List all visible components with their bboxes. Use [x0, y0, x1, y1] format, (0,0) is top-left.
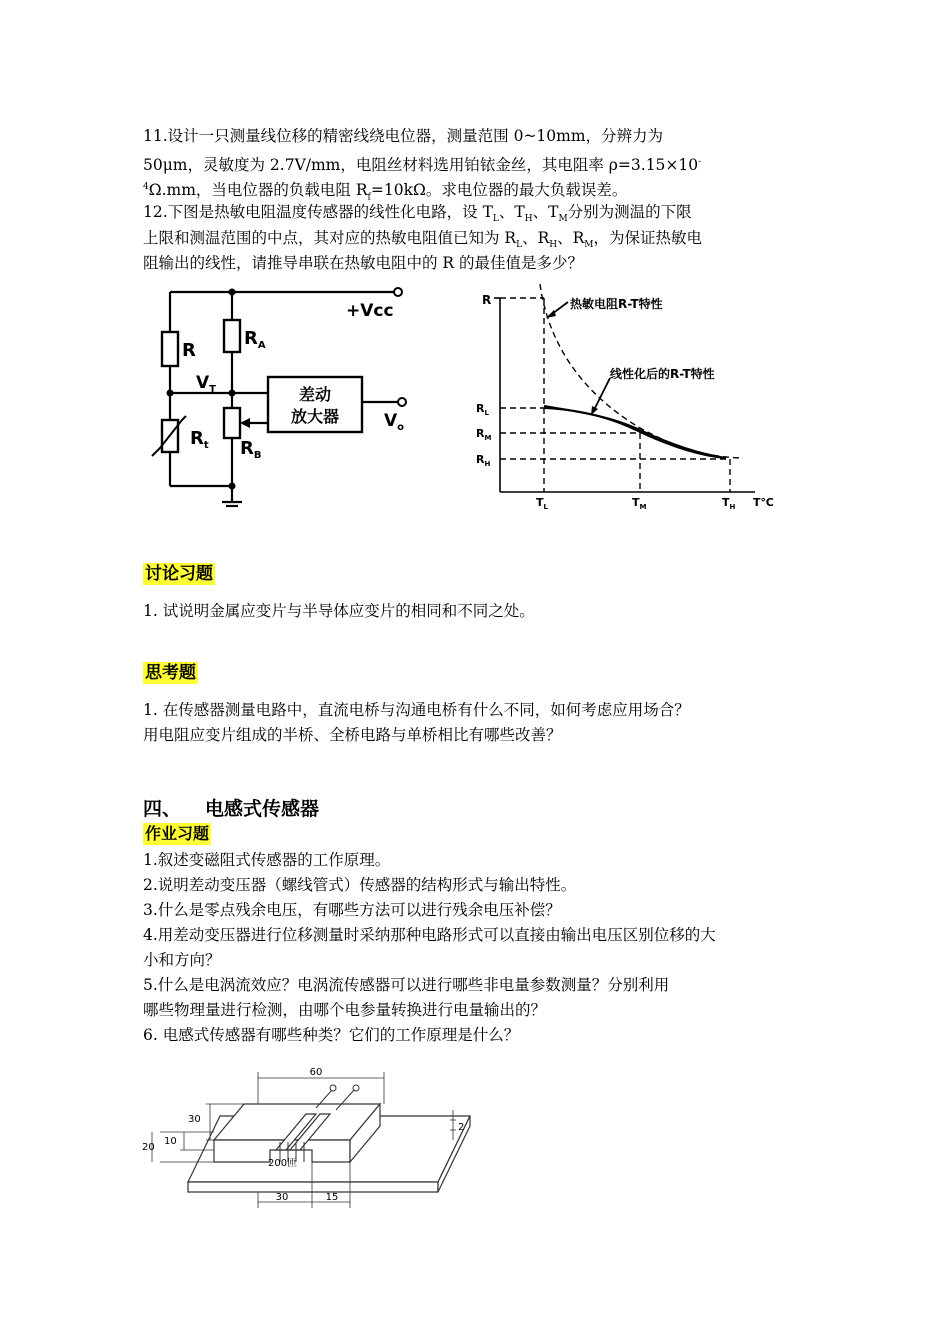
dim-10: 10	[164, 1136, 177, 1147]
amplifier-label-line-1: 差动	[298, 385, 332, 404]
discussion-heading: 讨论习题	[145, 564, 213, 584]
rt-characteristic-graph	[470, 282, 790, 514]
thinking-question-1: 1. 在传感器测量电路中，直流电桥与沟通电桥有什么不同，如何考虑应用场合？	[143, 701, 690, 719]
homework-item-1: 1.叙述变磁阻式传感器的工作原理。	[143, 851, 391, 869]
homework-item-4: 4.用差动变压器进行位移测量时采纳那种电路形式可以直接由输出电压区别位移的大	[143, 926, 716, 944]
dim-2: 2	[458, 1122, 465, 1133]
x-axis-unit: T℃	[753, 496, 774, 509]
homework-item-4-cont: 小和方向？	[143, 951, 221, 969]
label-vo: $V_o$	[384, 411, 405, 433]
y-tick-rh: $R_H$	[476, 453, 491, 468]
homework-item-2: 2.说明差动变压器（螺线管式）传感器的结构形式与输出特性。	[143, 876, 577, 894]
resistor-rb	[224, 408, 240, 438]
section-4-heading	[143, 796, 319, 822]
linearized-curve-label: 线性化后的R-T特性	[610, 367, 715, 381]
thinking-question-2: 用电阻应变片组成的半桥、全桥电路与单桥相比有哪些改善？	[143, 726, 562, 744]
thinking-heading: 思考题	[145, 663, 196, 683]
dim-60: 60	[309, 1067, 323, 1078]
section-4-title: 电感式传感器	[205, 798, 320, 820]
homework-item-5-cont: 哪些物理量进行检测，由哪个电参量转换进行电量输出的？	[143, 1001, 547, 1019]
discussion-question-1: 1. 试说明金属应变片与半导体应变片的相同和不同之处。	[143, 602, 535, 620]
linearization-circuit-diagram	[140, 280, 430, 510]
dim-30-bottom: 30	[275, 1192, 289, 1203]
section-4-number: 四、	[143, 798, 182, 820]
label-rt: $R_t$	[190, 428, 209, 451]
label-vcc: +Vcc	[346, 301, 394, 321]
thermistor-curve-label: 热敏电阻R-T特性	[570, 297, 663, 311]
label-rb: $R_B$	[240, 438, 262, 461]
homework-heading: 作业习题	[145, 824, 210, 843]
homework-item-5: 5.什么是电涡流效应？电涡流传感器可以进行哪些非电量参数测量？分别利用	[143, 976, 670, 994]
problem-11-line-1: 11.设计一只测量线位移的精密线绕电位器，测量范围 0~10mm，分辨力为	[143, 127, 664, 145]
problem-11-line-3: $^4$Ω.mm，当电位器的负载电阻 $R_f=10k\Omega$。求电位器的最大负载误差。	[143, 181, 628, 203]
dim-20: 20	[142, 1142, 155, 1153]
label-vt: $V_T$	[196, 373, 216, 395]
y-tick-rl: $R_L$	[476, 402, 489, 417]
y-tick-rm: $R_M$	[476, 427, 492, 442]
amplifier-label-line-2: 放大器	[290, 407, 340, 426]
label-r: R	[182, 340, 196, 361]
x-tick-th: $T_H$	[722, 496, 736, 511]
problem-12-line-1: 12.下图是热敏电阻温度传感器的线性化电路，设 $T_L$、$T_H$、$T_M$分别为测温的下限	[143, 203, 692, 225]
inductive-core-drawing	[140, 1064, 480, 1214]
problem-11-line-2: 50μm，灵敏度为 2.7V/mm，电阻丝材料选用铂铱金丝，其电阻率 ρ=3.15×10-	[143, 156, 702, 175]
label-ra: $R_A$	[244, 328, 266, 351]
y-axis-label: R	[482, 293, 492, 307]
homework-item-6: 6. 电感式传感器有哪些种类？它们的工作原理是什么？	[143, 1026, 520, 1044]
problem-12-line-2: 上限和测温范围的中点，其对应的热敏电阻值已知为 $R_L$、$R_H$、$R_M$，为保证热敏电	[143, 229, 703, 251]
resistor-r	[162, 332, 178, 366]
ground-symbol	[222, 502, 242, 506]
coil-turns-label: 200匝	[268, 1158, 298, 1169]
x-tick-tm: $T_M$	[632, 496, 647, 511]
x-tick-tl: $T_L$	[536, 496, 548, 511]
dim-15: 15	[325, 1192, 339, 1203]
linearized-rt-curve	[544, 406, 726, 458]
dim-30-top: 30	[188, 1114, 201, 1125]
problem-12-line-3: 阻输出的线性，请推导串联在热敏电阻中的 R 的最佳值是多少？	[143, 254, 584, 272]
resistor-ra	[224, 320, 240, 352]
homework-item-3: 3.什么是零点残余电压，有哪些方法可以进行残余电压补偿？	[143, 901, 561, 919]
